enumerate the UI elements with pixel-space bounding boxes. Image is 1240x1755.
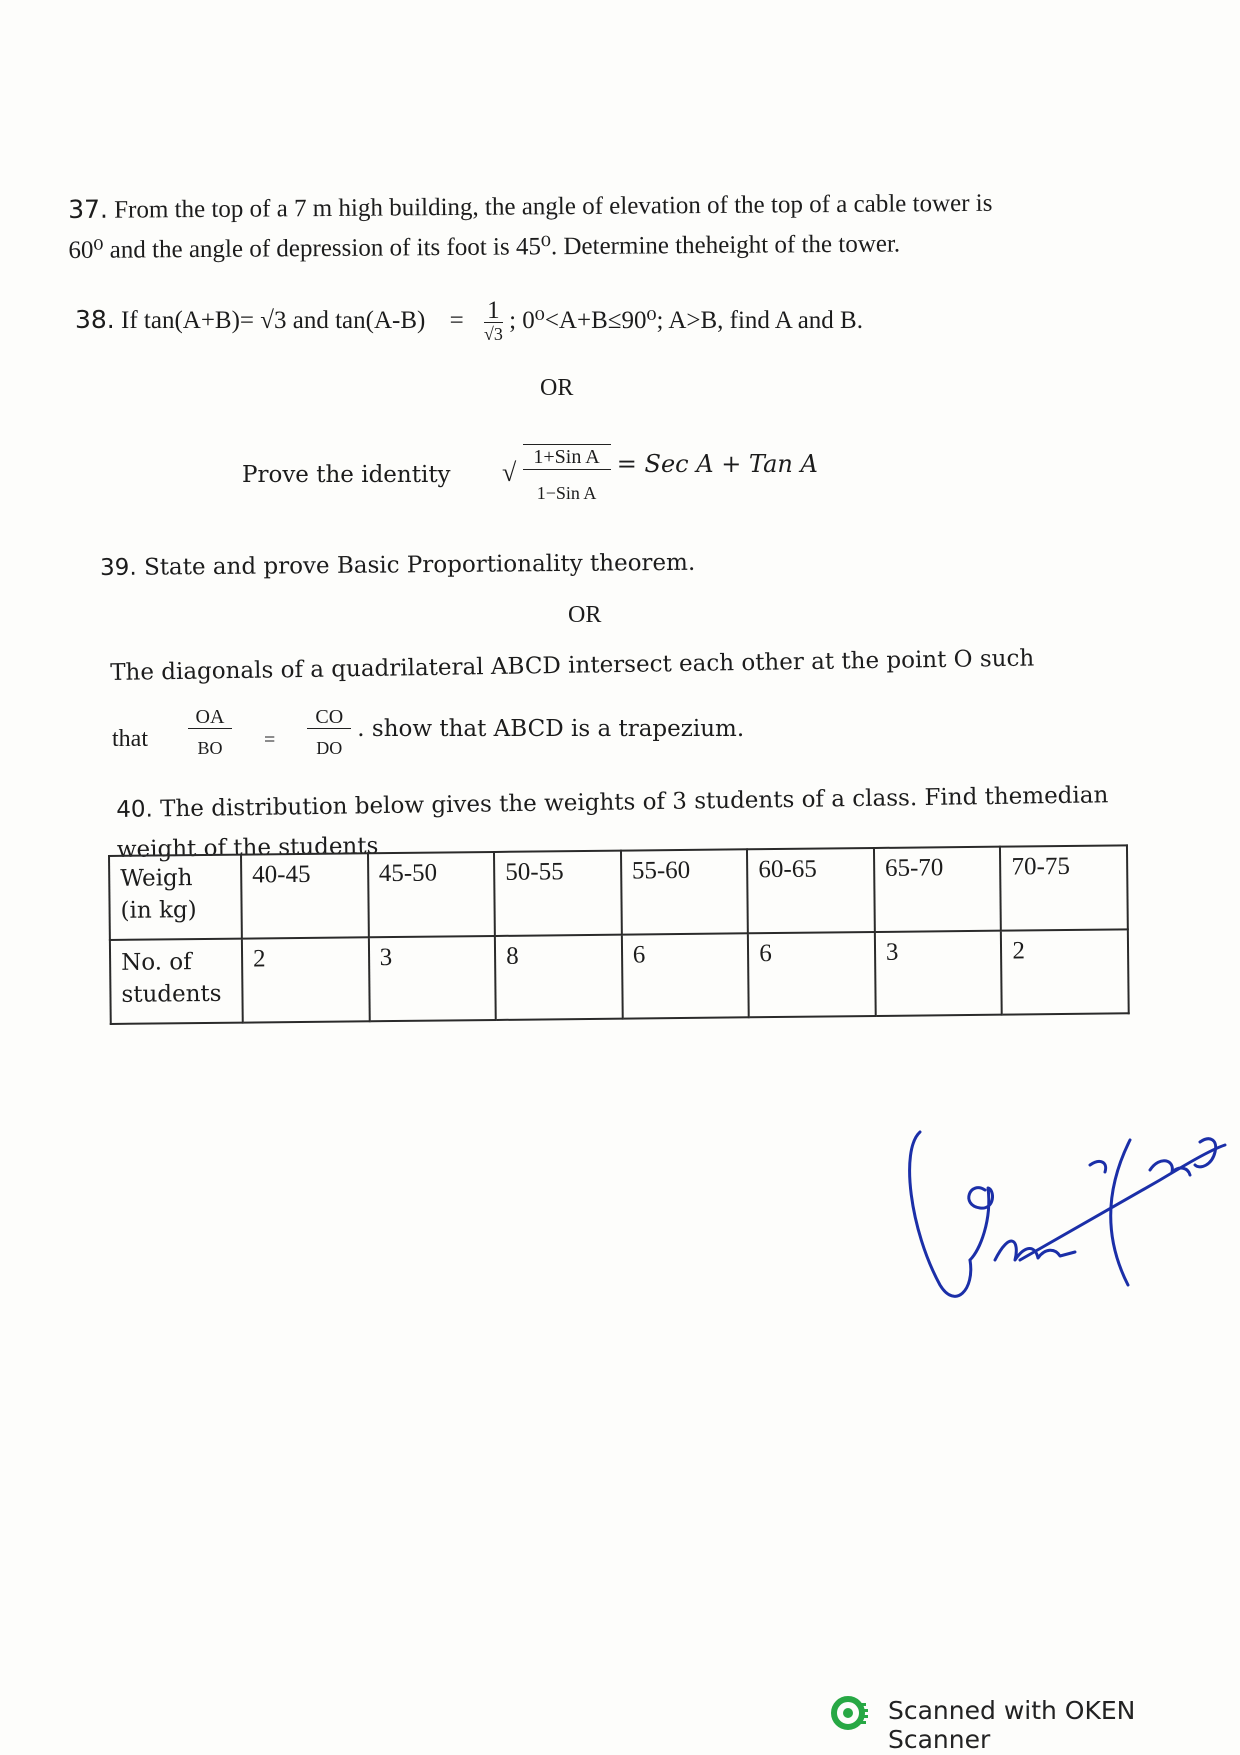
equals-sign: = (264, 729, 276, 752)
question-number: 38. (75, 305, 115, 335)
identity-expression (502, 444, 818, 504)
table-cell: 55-60 (621, 849, 748, 934)
identity-rhs: = Sec A + Tan A (616, 449, 818, 478)
scanner-watermark-text: Scanned with OKEN Scanner (888, 1696, 1136, 1754)
question-39: 39. State and prove Basic Proportionality theorem. (100, 549, 696, 581)
or-divider: OR (540, 375, 574, 401)
table-cell: 2 (1001, 929, 1128, 1014)
or-divider-2: OR (568, 602, 602, 628)
fraction-sin: $\frac{\text{1+Sin A}}{\text{1−Sin A}}$ (523, 444, 611, 504)
table-row (109, 845, 1128, 940)
question-38-condition: ; 0⁰<A+B≤90⁰; A>B, find A and B. (509, 307, 863, 335)
scanner-logo-icon (830, 1693, 870, 1733)
table-cell: 45-50 (368, 852, 495, 937)
table-cell: 6 (748, 932, 875, 1017)
row-header-students: No. of students (110, 939, 243, 1024)
table-cell: 8 (495, 935, 622, 1020)
fraction-one-over-root3: $\frac{1}{√3}$ (483, 297, 503, 344)
table-row (110, 929, 1129, 1024)
question-number: 40. (116, 796, 154, 823)
question-39-alt-rest: . show that ABCD is a trapezium. (357, 716, 745, 743)
question-37-line1: 37. From the top of a 7 m high building, the angle of elevation of the top of a cable tower is (68, 189, 993, 224)
row-header-weight: Weigh (in kg) (109, 855, 242, 940)
question-number: 39. (100, 554, 137, 581)
table-cell: 2 (242, 937, 369, 1022)
table-cell: 70-75 (1000, 845, 1127, 930)
table-cell: 40-45 (241, 853, 368, 938)
fraction-co-do: $\frac{CO}{DO}$ (307, 706, 351, 759)
weights-distribution-table (108, 844, 1130, 1025)
question-39-alt-line2 (112, 706, 744, 759)
prove-identity-label: Prove the identity (242, 462, 451, 488)
equals-sign: = (449, 307, 464, 335)
table-cell: 60-65 (747, 848, 874, 933)
table-cell: 3 (368, 936, 495, 1021)
signature-icon (900, 1110, 1230, 1310)
question-38 (75, 297, 863, 345)
table-cell: 65-70 (874, 847, 1001, 932)
question-38-lhs: If tan(A+B)= √3 and tan(A-B) (121, 307, 426, 335)
question-number: 37. (68, 194, 109, 224)
question-39-alt-line1: The diagonals of a quadrilateral ABCD intersect each other at the point O such (110, 645, 1035, 686)
that-word: that (112, 726, 148, 753)
table-cell: 6 (622, 933, 749, 1018)
table-cell: 3 (875, 931, 1002, 1016)
question-40: 40. The distribution below gives the weights of 3 students of a class. Find themedian weight of the students (116, 782, 1109, 863)
table-cell: 50-55 (494, 851, 621, 936)
question-37 (68, 183, 993, 271)
fraction-oa-bo: $\frac{OA}{BO}$ (188, 706, 232, 759)
question-37-line2: 60⁰ and the angle of depression of its foot is 45⁰. Determine theheight of the tower. (68, 230, 901, 264)
root-symbol: √ (502, 458, 517, 487)
